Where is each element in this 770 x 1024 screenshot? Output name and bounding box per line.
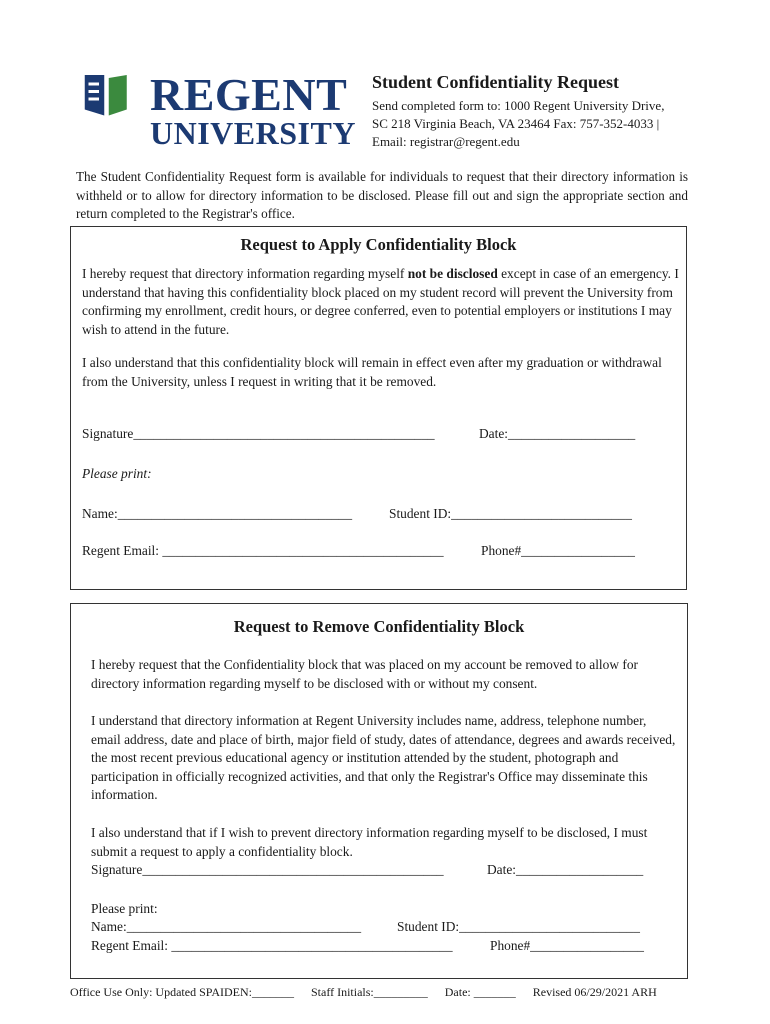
apply-date-field[interactable]: Date:___________________ [479, 426, 636, 441]
regent-shield-logo [80, 72, 136, 132]
apply-paragraph-1: I hereby request that directory information regarding myself not be disclosed except in case of an emergency. I understand that having this confidentiality block placed on my student record will prevent the University from confirming my enrollment, credit hours, or degree conferred, even to potential employers or institutions I may wish to attend in the future. [82, 266, 679, 337]
apply-paragraph-2: I also understand that this confidentiality block will remain in effect even after my graduation or withdrawal from the University, unless I request in writing that it be removed. [82, 355, 662, 389]
remove-student-id-field[interactable]: Student ID:___________________________ [397, 919, 640, 934]
remove-paragraph-1: I hereby request that the Confidentiality block that was placed on my account be removed to allow for directory information regarding myself to be disclosed with or without my consent. [91, 657, 638, 691]
remove-email-field[interactable]: Regent Email: __________________________________________ [91, 938, 453, 953]
apply-email-field[interactable]: Regent Email: __________________________________________ [82, 543, 444, 558]
remove-block-section [70, 603, 688, 979]
send-to-line-1: Send completed form to: 1000 Regent University Drive, [372, 98, 665, 113]
apply-phone-field[interactable]: Phone#_________________ [481, 543, 635, 558]
remove-name-field[interactable]: Name:___________________________________ [91, 919, 362, 934]
logo-text-regent: REGENT [150, 69, 348, 120]
apply-section-title: Request to Apply Confidentiality Block [240, 235, 517, 254]
remove-date-field[interactable]: Date:___________________ [487, 862, 644, 877]
intro-paragraph: The Student Confidentiality Request form is available for individuals to request that their directory information is withheld or to allow for directory information to be disclosed. Please fill out and sign the appropriate section and return completed to the Registrar's office. [76, 169, 688, 221]
remove-section-title: Request to Remove Confidentiality Block [233, 617, 525, 636]
footer-revised: Revised 06/29/2021 ARH [532, 985, 657, 999]
remove-phone-field[interactable]: Phone#_________________ [490, 938, 644, 953]
apply-name-field[interactable]: Name:___________________________________ [82, 506, 353, 521]
footer-spaiden: Office Use Only: Updated SPAIDEN:_______ [70, 985, 294, 999]
remove-paragraph-2: I understand that directory information at Regent University includes name, address, telephone number, email address, date and place of birth, major field of study, dates of attendance, degrees and awards received, the most recent previous educational agency or institution attended by the student, photograph and participation in officially recognized activities, and that only the Registrar's Office may disseminate this information. [91, 713, 676, 802]
logo-text-university: UNIVERSITY [150, 115, 356, 151]
send-to-email: Email: registrar@regent.edu [372, 134, 520, 149]
footer-staff-initials: Staff Initials:_________ [310, 985, 428, 999]
form-title: Student Confidentiality Request [372, 72, 620, 92]
remove-please-print: Please print: [91, 901, 158, 916]
footer-date: Date: _______ [444, 985, 516, 999]
office-use-footer [70, 985, 671, 1000]
remove-signature-field[interactable]: Signature_____________________________________________ [91, 862, 444, 877]
apply-signature-field[interactable]: Signature_____________________________________________ [82, 426, 435, 441]
remove-paragraph-3: I also understand that if I wish to prevent directory information regarding myself to be disclosed, I must submit a request to apply a confidentiality block. [91, 825, 648, 859]
apply-student-id-field[interactable]: Student ID:___________________________ [389, 506, 632, 521]
apply-please-print: Please print: [82, 466, 152, 481]
apply-block-section [70, 226, 687, 590]
send-to-line-2: SC 218 Virginia Beach, VA 23464 Fax: 757-352-4033 | [372, 116, 660, 131]
